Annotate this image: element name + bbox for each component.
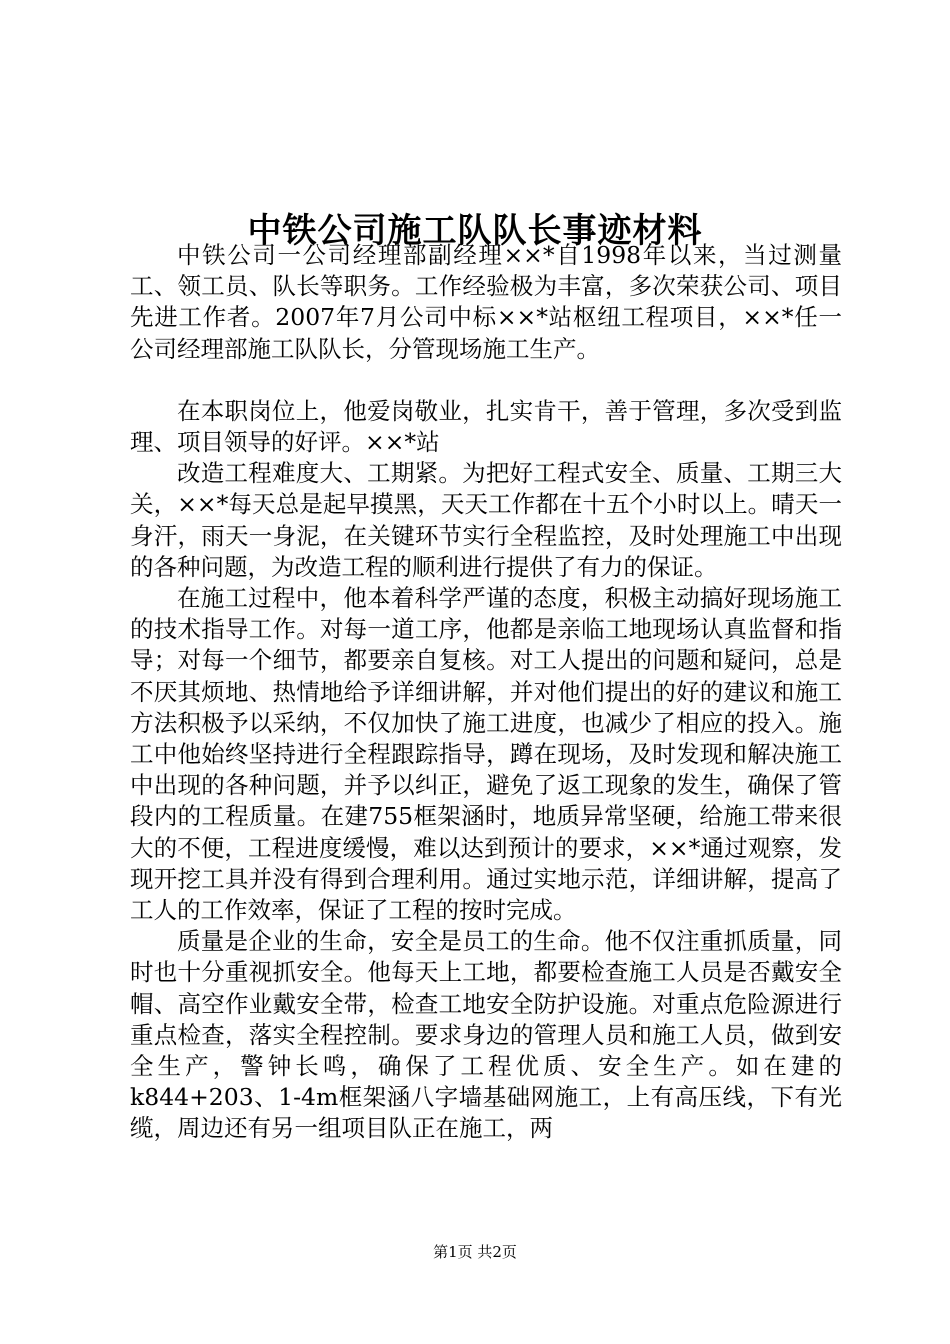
paragraph: 在施工过程中，他本着科学严谨的态度，积极主动搞好现场施工的技术指导工作。对每一道工序，他都是亲临工地现场认真监督和指导；对每一个细节，都要亲自复核。对工人提出的问题和疑问，总是不厌其烦地、热情地给予详细讲解，并对他们提出的好的建议和施工方法积极予以采纳，不仅加快了施工进度，也减少了相应的投入。施工中他始终坚持进行全程跟踪指导，蹲在现场，及时发现和解决施工中出现的各种问题，并予以纠正，避免了返工现象的发生，确保了管段内的工程质量。在建755框架涵时，地质异常坚硬，给施工带来很大的不便，工程进度缓慢，难以达到预计的要求，××*通过观察，发现开挖工具并没有得到合理利用。通过实地示范，详细讲解，提高了工人的工作效率，保证了工程的按时完成。	[130, 584, 842, 925]
paragraph: 质量是企业的生命，安全是员工的生命。他不仅注重抓质量，同时也十分重视抓安全。他每天上工地，都要检查施工人员是否戴安全帽、高空作业戴安全带，检查工地安全防护设施。对重点危险源进行重点检查，落实全程控制。要求身边的管理人员和施工人员，做到安全生产，警钟长鸣，确保了工程优质、安全生产。如在建的k844+203、1-4m框架涵八字墙基础网施工，上有高压线，下有光缆，周边还有另一组项目队正在施工，两	[130, 927, 842, 1143]
document-body	[130, 240, 842, 1145]
paragraph: 中铁公司一公司经理部副经理××*自1998年以来，当过测量工、领工员、队长等职务。工作经验极为丰富，多次荣获公司、项目先进工作者。2007年7月公司中标××*站枢纽工程项目，××*任一公司经理部施工队队长，分管现场施工生产。	[130, 241, 842, 363]
page-number-footer: 第1页 共2页	[433, 1243, 517, 1261]
paragraph: 在本职岗位上，他爱岗敬业，扎实肯干，善于管理，多次受到监理、项目领导的好评。××*站	[130, 396, 842, 457]
document-title: 中铁公司施工队队长事迹材料	[247, 210, 703, 251]
paragraph: 改造工程难度大、工期紧。为把好工程式安全、质量、工期三大关，××*每天总是起早摸黑，天天工作都在十五个小时以上。晴天一身汗，雨天一身泥，在关键环节实行全程监控，及时处理施工中出现的各种问题，为改造工程的顺利进行提供了有力的保证。	[130, 459, 842, 581]
